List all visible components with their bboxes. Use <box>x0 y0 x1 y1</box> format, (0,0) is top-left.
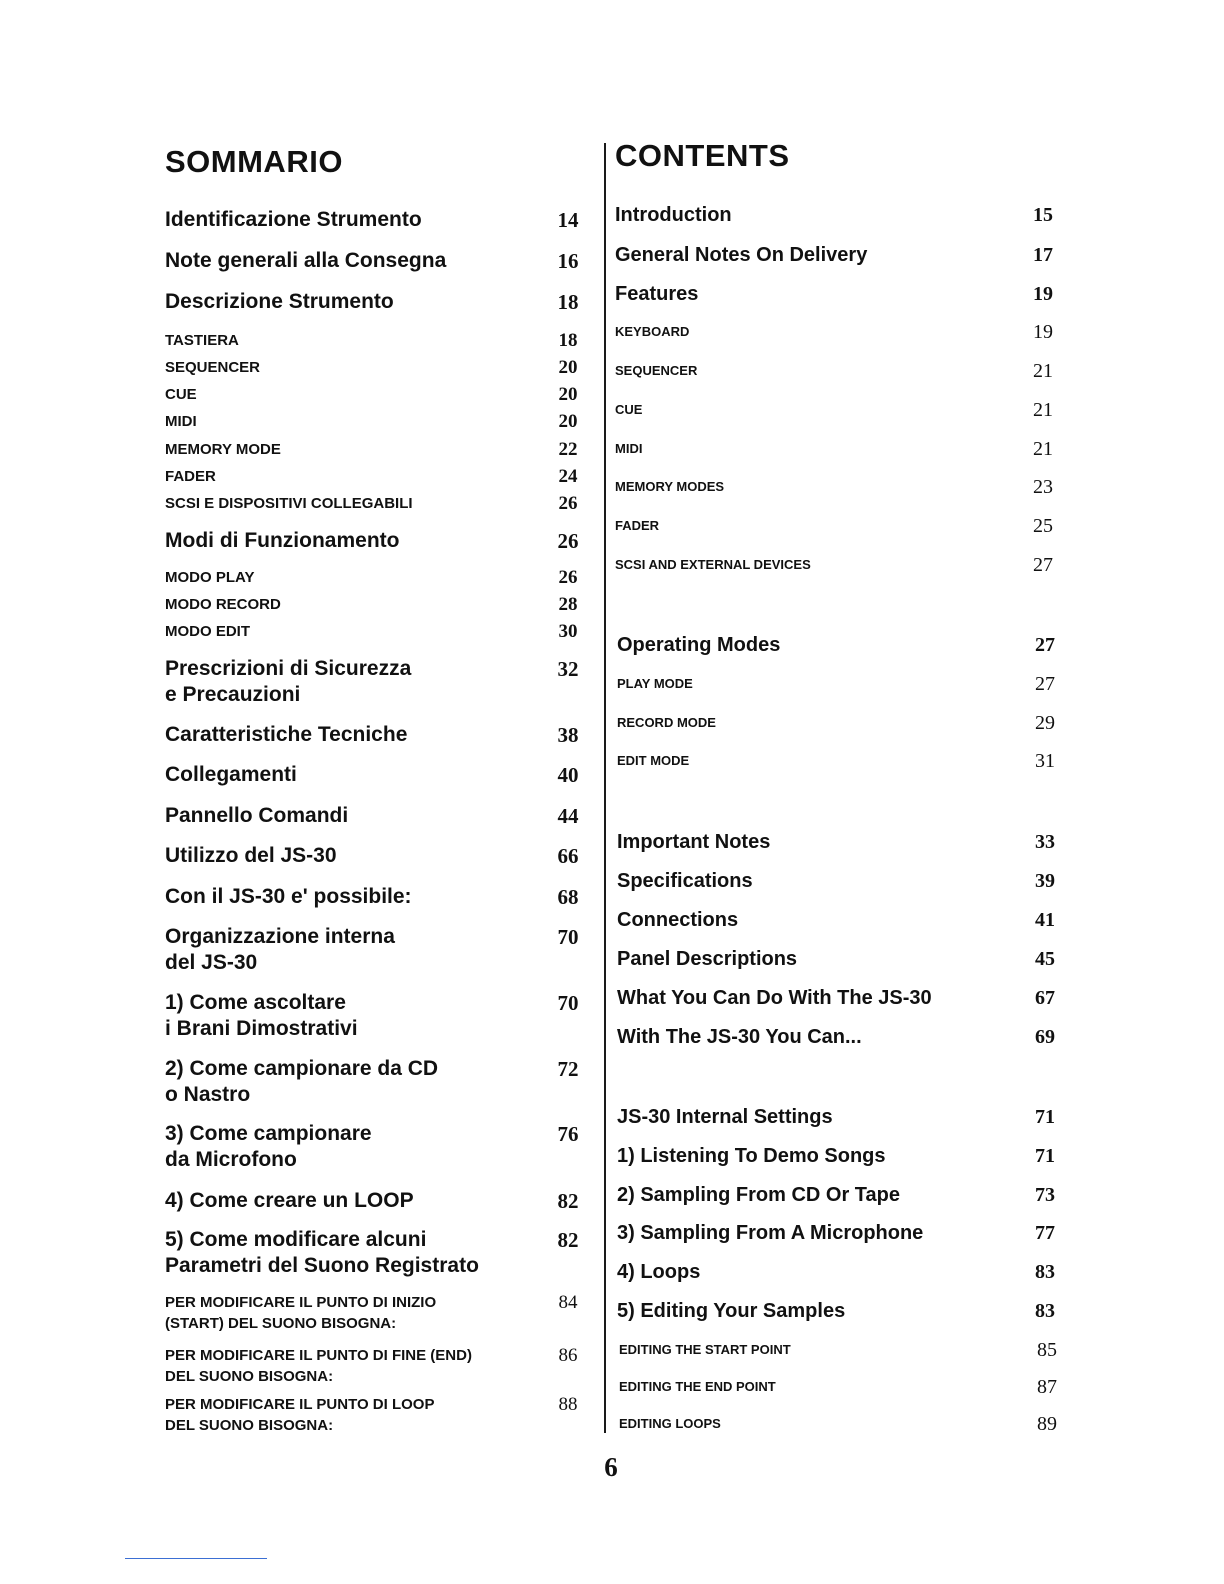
toc-entry-title: MODO EDIT <box>165 623 250 640</box>
toc-entry-page: 16 <box>557 249 579 273</box>
toc-entry-title: SCSI AND EXTERNAL DEVICES <box>615 557 811 572</box>
toc-entry-title: MEMORY MODES <box>615 479 725 494</box>
toc-entry-page: 89 <box>1037 1413 1057 1435</box>
toc-entry-page: 19 <box>1033 321 1053 343</box>
toc-entry-title: 1) Come ascoltare i Brani Dimostrativi <box>165 991 358 1040</box>
toc-entry-page: 66 <box>557 844 579 868</box>
toc-entry-page: 67 <box>1035 987 1055 1009</box>
toc-entry-page: 26 <box>558 493 578 514</box>
toc-entry-title: MODO PLAY <box>165 569 255 586</box>
toc-entry-title: CUE <box>165 386 197 403</box>
toc-entry-title: SEQUENCER <box>615 363 698 378</box>
toc-entry-title: RECORD MODE <box>617 715 716 730</box>
toc-entry-title: 5) Editing Your Samples <box>617 1300 846 1322</box>
sommario-heading: SOMMARIO <box>165 144 343 179</box>
toc-entry-title: 3) Sampling From A Microphone <box>617 1222 924 1244</box>
toc-entry-page: 33 <box>1035 831 1055 853</box>
toc-entry-page: 68 <box>557 885 579 909</box>
toc-entry-title: What You Can Do With The JS-30 <box>617 987 932 1009</box>
toc-entry-page: 76 <box>557 1122 579 1146</box>
toc-entry-title: Collegamenti <box>165 763 297 786</box>
toc-entry-title: EDIT MODE <box>617 753 690 768</box>
toc-entry-title: Introduction <box>615 204 732 226</box>
toc-entry-title: Modi di Funzionamento <box>165 529 400 552</box>
toc-entry-title: Features <box>615 283 699 305</box>
toc-entry-page: 40 <box>557 763 579 787</box>
toc-entry-page: 69 <box>1035 1026 1055 1048</box>
toc-entry-title: Important Notes <box>617 831 771 853</box>
footer-link-underline <box>125 1558 267 1559</box>
toc-entry-page: 41 <box>1035 909 1055 931</box>
toc-entry-title: 4) Loops <box>617 1261 701 1283</box>
toc-entry-title: CUE <box>615 402 643 417</box>
toc-entry-title: 5) Come modificare alcuni Parametri del Suono Registrato <box>165 1228 479 1277</box>
toc-entry-title: 2) Come campionare da CD o Nastro <box>165 1057 439 1106</box>
toc-entry-title: Organizzazione interna del JS-30 <box>165 925 395 974</box>
toc-entry-title: Con il JS-30 e' possibile: <box>165 885 412 908</box>
toc-entry-page: 31 <box>1035 750 1055 772</box>
toc-entry-page: 77 <box>1035 1222 1055 1244</box>
toc-entry-page: 24 <box>558 466 578 487</box>
toc-entry-title: JS-30 Internal Settings <box>617 1106 833 1128</box>
toc-entry-page: 83 <box>1035 1261 1055 1283</box>
toc-entry-page: 27 <box>1033 554 1053 576</box>
toc-entry-title: PLAY MODE <box>617 676 693 691</box>
page-number: 6 <box>604 1452 618 1482</box>
toc-entry-page: 87 <box>1037 1376 1057 1398</box>
toc-entry-page: 20 <box>558 357 578 378</box>
toc-entry-title: MIDI <box>615 441 643 456</box>
toc-entry-page: 45 <box>1035 948 1055 970</box>
toc-entry-page: 30 <box>558 621 578 642</box>
toc-entry-title: PER MODIFICARE IL PUNTO DI INIZIO (START) DEL SUONO BISOGNA: <box>165 1294 437 1332</box>
toc-entry-title: FADER <box>615 518 660 533</box>
toc-entry-page: 25 <box>1033 515 1053 537</box>
toc-entry-title: Utilizzo del JS-30 <box>165 844 337 867</box>
toc-entry-page: 26 <box>558 567 578 588</box>
toc-entry-page: 86 <box>558 1345 578 1366</box>
toc-entry-page: 70 <box>557 991 579 1015</box>
toc-entry-title: MIDI <box>165 413 197 430</box>
toc-entry-page: 73 <box>1035 1184 1055 1206</box>
toc-entry-page: 32 <box>557 657 579 681</box>
toc-entry-page: 82 <box>557 1228 579 1252</box>
toc-entry-title: EDITING LOOPS <box>619 1416 721 1431</box>
toc-entry-page: 27 <box>1035 634 1055 656</box>
toc-entry-title: With The JS-30 You Can... <box>617 1026 862 1048</box>
toc-entry-page: 20 <box>558 384 578 405</box>
toc-entry-page: 85 <box>1037 1339 1057 1361</box>
toc-entry-title: TASTIERA <box>165 332 239 349</box>
toc-entry-page: 14 <box>557 208 579 232</box>
toc-entry-page: 23 <box>1033 476 1053 498</box>
toc-entry-title: 1) Listening To Demo Songs <box>617 1145 886 1167</box>
toc-entry-page: 82 <box>557 1189 579 1213</box>
toc-entry-page: 84 <box>558 1292 578 1313</box>
toc-entry-page: 21 <box>1033 360 1053 382</box>
toc-entry-page: 26 <box>557 529 579 553</box>
toc-entry-title: MEMORY MODE <box>165 441 281 458</box>
toc-entry-page: 28 <box>558 594 578 615</box>
toc-entry-page: 71 <box>1035 1106 1055 1128</box>
toc-entry-title: SCSI E DISPOSITIVI COLLEGABILI <box>165 495 413 512</box>
toc-entry-title: Descrizione Strumento <box>165 290 394 313</box>
toc-entry-page: 70 <box>557 925 579 949</box>
toc-entry-page: 19 <box>1033 283 1053 305</box>
toc-entry-page: 27 <box>1035 673 1055 695</box>
column-divider <box>604 143 606 1433</box>
contents-heading: CONTENTS <box>615 138 790 173</box>
toc-entry-page: 71 <box>1035 1145 1055 1167</box>
toc-entry-title: Identificazione Strumento <box>165 208 422 231</box>
toc-entry-title: 2) Sampling From CD Or Tape <box>617 1184 900 1206</box>
toc-entry-title: MODO RECORD <box>165 596 281 613</box>
toc-entry-title: Pannello Comandi <box>165 804 349 827</box>
toc-entry-title: Operating Modes <box>617 634 781 656</box>
toc-entry-page: 21 <box>1033 438 1053 460</box>
toc-entry-page: 21 <box>1033 399 1053 421</box>
toc-entry-title: KEYBOARD <box>615 324 690 339</box>
toc-entry-page: 20 <box>558 411 578 432</box>
toc-entry-title: Specifications <box>617 870 753 892</box>
toc-entry-page: 44 <box>557 804 579 828</box>
toc-entry-title: EDITING THE START POINT <box>619 1342 791 1357</box>
toc-entry-title: 3) Come campionare da Microfono <box>165 1122 372 1171</box>
toc-entry-title: General Notes On Delivery <box>615 244 868 266</box>
toc-entry-title: Prescrizioni di Sicurezza e Precauzioni <box>165 657 412 706</box>
toc-entry-title: 4) Come creare un LOOP <box>165 1189 414 1212</box>
toc-entry-title: Caratteristiche Tecniche <box>165 723 408 746</box>
toc-entry-page: 17 <box>1033 244 1053 266</box>
toc-entry-page: 18 <box>558 330 578 351</box>
toc-entry-title: Panel Descriptions <box>617 948 798 970</box>
toc-entry-title: Connections <box>617 909 739 931</box>
toc-entry-page: 18 <box>557 290 579 314</box>
toc-entry-page: 29 <box>1035 712 1055 734</box>
toc-entry-page: 39 <box>1035 870 1055 892</box>
toc-entry-title: Note generali alla Consegna <box>165 249 447 272</box>
toc-entry-page: 15 <box>1033 204 1053 226</box>
toc-entry-page: 38 <box>557 723 579 747</box>
toc-entry-title: PER MODIFICARE IL PUNTO DI FINE (END) DEL SUONO BISOGNA: <box>165 1347 472 1385</box>
toc-entry-page: 83 <box>1035 1300 1055 1322</box>
toc-entry-page: 88 <box>558 1394 578 1415</box>
toc-entry-title: FADER <box>165 468 216 485</box>
toc-entry-page: 22 <box>558 439 578 460</box>
toc-entry-title: EDITING THE END POINT <box>619 1379 776 1394</box>
toc-entry-title: SEQUENCER <box>165 359 261 376</box>
toc-entry-title: PER MODIFICARE IL PUNTO DI LOOP DEL SUONO BISOGNA: <box>165 1396 435 1434</box>
toc-entry-page: 72 <box>557 1057 579 1081</box>
